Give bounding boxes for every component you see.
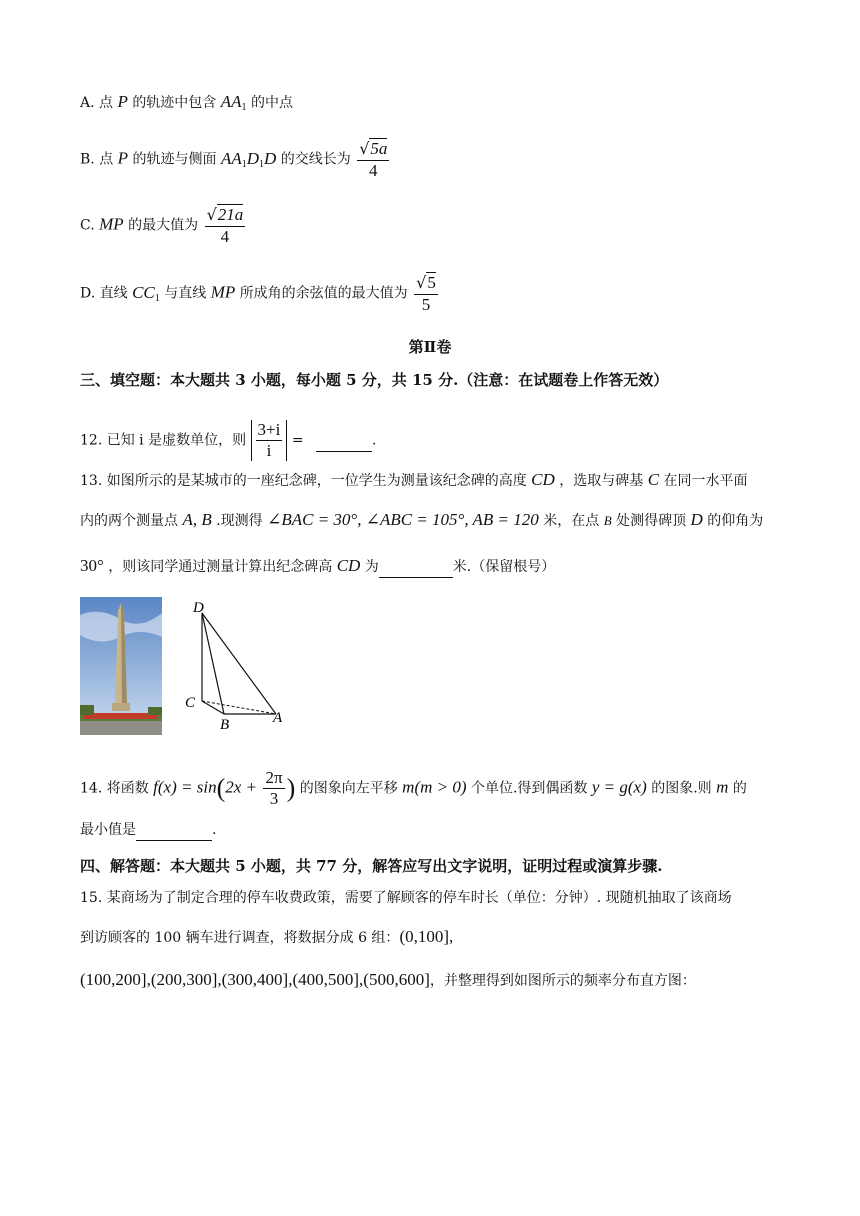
- question-13-line-2: 内的两个测量点 A, B .现测得 ∠BAC = 30°, ∠ABC = 105°, AB = 120 米，在点 B 处测得碑顶 D 的仰角为: [80, 510, 764, 529]
- option-c: C. MP 的最大值为 $\frac{√21a}{4}$: [80, 205, 244, 246]
- point-label-d: D: [193, 600, 204, 616]
- question-15-line-3: (100,200],(200,300],(300,400],(400,500],(500,600]，并整理得到如图所示的频率分布直方图：: [80, 970, 696, 989]
- point-label-a: A: [273, 710, 283, 726]
- monument-photo: [80, 597, 162, 735]
- question-15-line-1: 15. 某商场为了制定合理的停车收费政策，需要了解顾客的停车时长（单位：分钟）. 现随机抽取了该商场: [80, 890, 732, 906]
- point-label-b: B: [220, 717, 230, 732]
- section-title: 第Ⅱ卷: [408, 338, 452, 356]
- fraction: $\frac{√21a}{4}$: [206, 205, 244, 246]
- question-13-line-3: 30° ，则该同学通过测量计算出纪念碑高 CD 为 米.（保留根号）: [80, 556, 555, 578]
- question-14-line-2: 最小值是 .: [80, 820, 216, 841]
- answer-blank: [379, 557, 453, 578]
- section-heading-solutions: 四、解答题：本大题共 5 小题，共 77 分，解答应写出文字说明，证明过程或演算步骤.: [80, 857, 663, 875]
- question-13-line-1: 13. 如图所示的是某城市的一座纪念碑，一位学生为测量该纪念碑的高度 CD ，选取与碑基 C 在同一水平面: [80, 470, 748, 489]
- point-label-c: C: [185, 695, 196, 711]
- section-heading-fill-blank: 三、填空题：本大题共 3 小题，每小题 5 分，共 15 分.（注意：在试题卷上作答无效）: [80, 371, 669, 389]
- option-b: B. 点 P 的轨迹与侧面 $AA_1D_1D$ 的交线长为 $\frac{√5a}{4}$: [80, 139, 388, 180]
- geometry-figure: [182, 598, 292, 732]
- monument-illustration: [80, 597, 162, 735]
- answer-blank: [316, 431, 372, 452]
- option-a: A. 点 P 的轨迹中包含 $AA_1$ 的中点: [80, 92, 293, 113]
- absolute-value: $\frac{3+i}{i}$: [251, 420, 288, 461]
- question-15-line-2: 到访顾客的 100 辆车进行调查，将数据分成 6 组：(0,100],: [80, 927, 454, 946]
- answer-blank: [136, 820, 212, 841]
- option-d: D. 直线 $CC_1$ 与直线 MP 所成角的余弦值的最大值为 $\frac{√5}{5}$: [80, 273, 436, 314]
- fraction: $\frac{√5}{5}$: [416, 273, 436, 314]
- fraction: $\frac{√5a}{4}$: [359, 139, 388, 180]
- question-14-line-1: 14. 将函数 f(x) = sin(2x + $\frac{2\pi}{3}$ ) 的图象向左平移 m(m > 0) 个单位.得到偶函数 y = g(x) 的图象.则 m 的: [80, 768, 747, 808]
- question-12: 12. 已知 i 是虚数单位，则 $\frac{3+i}{i}$ = .: [80, 420, 377, 460]
